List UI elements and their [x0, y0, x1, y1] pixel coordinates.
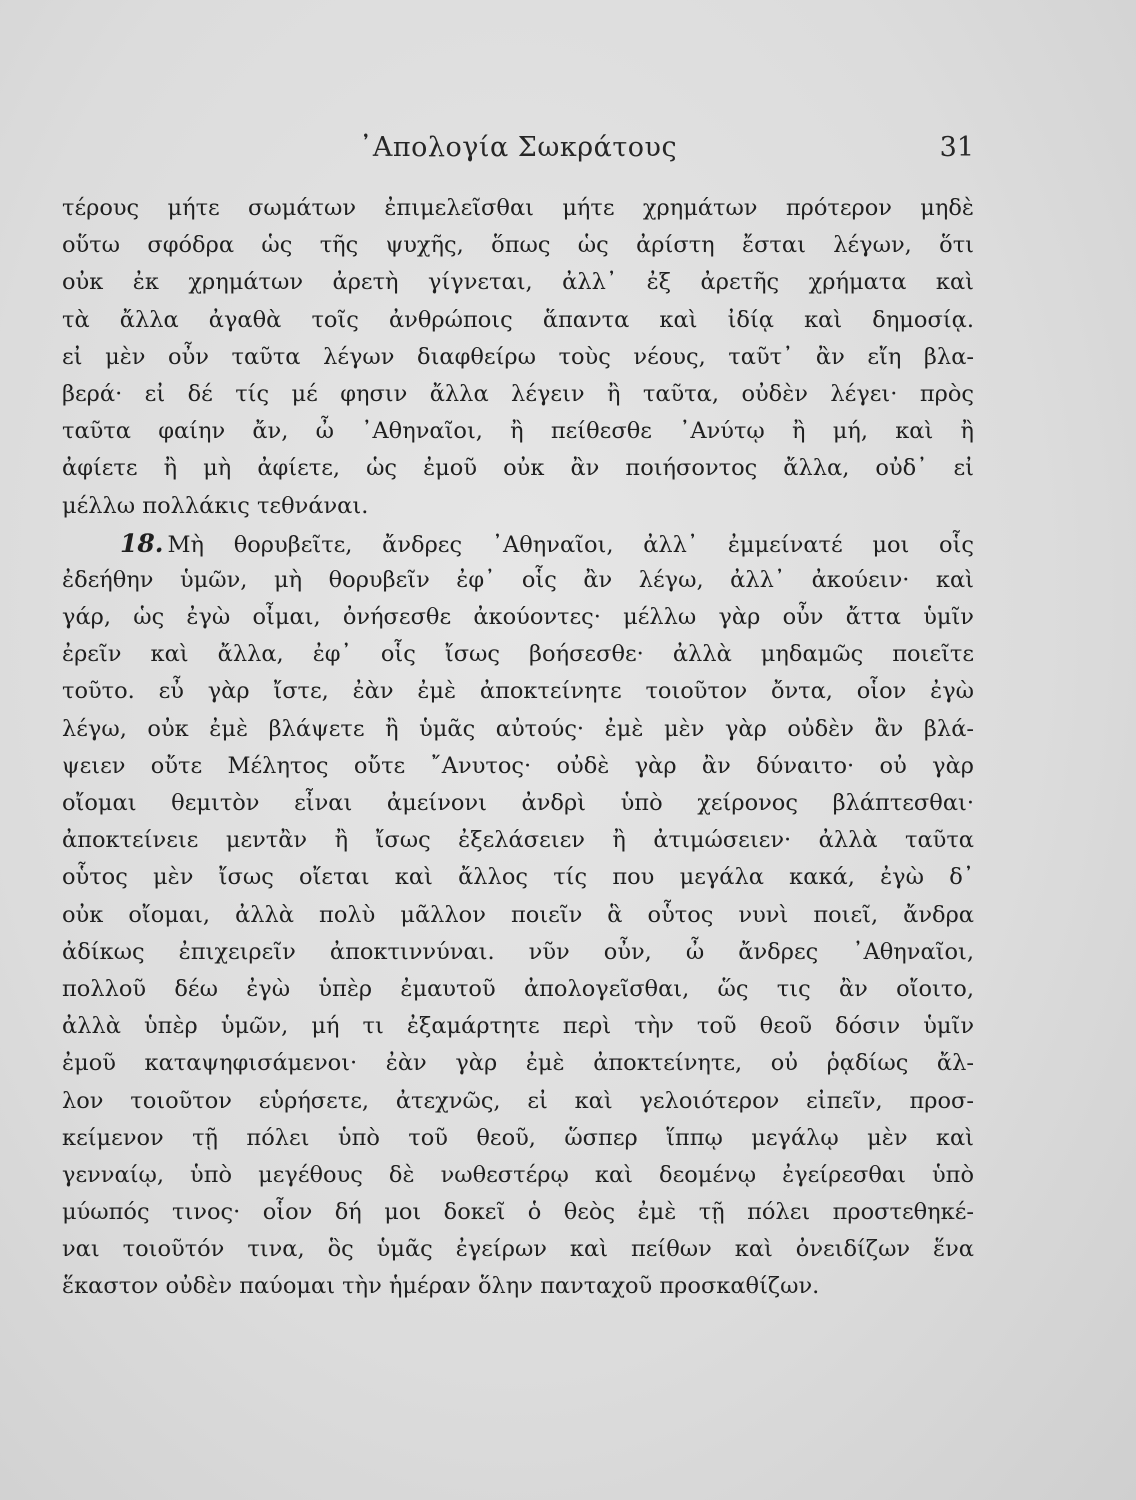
text-line: οὐκ ἐκ χρημάτων ἀρετὴ γίγνεται, ἀλλ᾽ ἐξ ἀρετῆς χρήματα καὶ	[62, 269, 974, 296]
text-line: κείμενον τῇ πόλει ὑπὸ τοῦ θεοῦ, ὥσπερ ἵππῳ μεγάλῳ μὲν καὶ	[62, 1124, 974, 1151]
text-line: βερά· εἰ δέ τίς μέ φησιν ἄλλα λέγειν ἢ ταῦτα, οὐδὲν λέγει· πρὸς	[62, 380, 974, 407]
page-number: 31	[939, 132, 974, 163]
text-line: οὗτος μὲν ἴσως οἴεται καὶ ἄλλος τίς που μεγάλα κακά, ἐγὼ δ᾽	[62, 864, 974, 891]
text-line: τοῦτο. εὖ γὰρ ἴστε, ἐὰν ἐμὲ ἀποκτείνητε τοιοῦτον ὄντα, οἷον ἐγὼ	[62, 678, 974, 705]
text-line: ψειεν οὔτε Μέλητος οὔτε ῎Ανυτος· οὐδὲ γὰρ ἂν δύναιτο· οὐ γὰρ	[62, 752, 974, 779]
text-line: ἐρεῖν καὶ ἄλλα, ἐφ᾽ οἷς ἴσως βοήσεσθε· ἀλλὰ μηδαμῶς ποιεῖτε	[62, 641, 974, 668]
text-line: οὐκ οἴομαι, ἀλλὰ πολὺ μᾶλλον ποιεῖν ἃ οὗτος νυνὶ ποιεῖ, ἄνδρα	[62, 901, 974, 928]
body-text	[62, 190, 974, 1306]
running-title: ᾿Απολογία Σωκράτους	[358, 132, 678, 163]
text-line: πολλοῦ δέω ἐγὼ ὑπὲρ ἐμαυτοῦ ἀπολογεῖσθαι, ὥς τις ἂν οἴοιτο,	[62, 975, 974, 1002]
text-line: γενναίῳ, ὑπὸ μεγέθους δὲ νωθεστέρῳ καὶ δεομένῳ ἐγείρεσθαι ὑπὸ	[62, 1161, 974, 1188]
text-line: μέλλω πολλάκις τεθνάναι.	[62, 492, 369, 519]
page-header	[62, 132, 974, 172]
text-line: ἀφίετε ἢ μὴ ἀφίετε, ὡς ἐμοῦ οὐκ ἂν ποιήσοντος ἄλλα, οὐδ᾽ εἰ	[62, 455, 974, 482]
text-line: ταῦτα φαίην ἄν, ὦ ᾽Αθηναῖοι, ἢ πείθεσθε ᾽Ανύτῳ ἢ μή, καὶ ἢ	[62, 418, 974, 445]
text-line: τέρους μήτε σωμάτων ἐπιμελεῖσθαι μήτε χρημάτων πρότερον μηδὲ	[62, 195, 974, 221]
section-first-line	[62, 525, 974, 562]
text-line: ἀποκτείνειε μεντἂν ἢ ἴσως ἐξελάσειεν ἢ ἀτιμώσειεν· ἀλλὰ ταῦτα	[62, 827, 974, 854]
text-line: Μὴ θορυβεῖτε, ἄνδρες ᾽Αθηναῖοι, ἀλλ᾽ ἐμμείνατέ μοι οἷς	[167, 531, 974, 558]
text-line: μύωπός τινος· οἷον δή μοι δοκεῖ ὁ θεὸς ἐμὲ τῇ πόλει προστεθηκέ-	[62, 1199, 974, 1226]
text-line: λέγω, οὐκ ἐμὲ βλάψετε ἢ ὑμᾶς αὐτούς· ἐμὲ μὲν γὰρ οὐδὲν ἂν βλά-	[62, 715, 974, 742]
text-line: εἰ μὲν οὖν ταῦτα λέγων διαφθείρω τοὺς νέους, ταῦτ᾽ ἂν εἴη βλα-	[62, 343, 974, 370]
text-line: ἕκαστον οὐδὲν παύομαι τὴν ἡμέραν ὅλην πανταχοῦ προσκαθίζων.	[62, 1273, 820, 1300]
text-line: ἀδίκως ἐπιχειρεῖν ἀποκτιννύναι. νῦν οὖν, ὦ ἄνδρες ᾽Αθηναῖοι,	[62, 938, 974, 965]
text-line: οὕτω σφόδρα ὡς τῆς ψυχῆς, ὅπως ὡς ἀρίστη ἔσται λέγων, ὅτι	[62, 232, 974, 259]
text-line: λον τοιοῦτον εὑρήσετε, ἀτεχνῶς, εἰ καὶ γελοιότερον εἰπεῖν, προσ-	[62, 1087, 974, 1114]
text-line: γάρ, ὡς ἐγὼ οἶμαι, ὀνήσεσθε ἀκούοντες· μέλλω γὰρ οὖν ἄττα ὑμῖν	[62, 604, 974, 631]
text-line: ναι τοιοῦτόν τινα, ὃς ὑμᾶς ἐγείρων καὶ πείθων καὶ ὀνειδίζων ἕνα	[62, 1236, 974, 1263]
text-line: ἀλλὰ ὑπὲρ ὑμῶν, μή τι ἐξαμάρτητε περὶ τὴν τοῦ θεοῦ δόσιν ὑμῖν	[62, 1013, 974, 1040]
section-number: 18.	[120, 528, 164, 558]
text-line: ἐδεήθην ὑμῶν, μὴ θορυβεῖν ἐφ᾽ οἷς ἂν λέγω, ἀλλ᾽ ἀκούειν· καὶ	[62, 566, 974, 593]
text-line: ἐμοῦ καταψηφισάμενοι· ἐὰν γὰρ ἐμὲ ἀποκτείνητε, οὐ ῥᾳδίως ἄλ-	[62, 1050, 974, 1077]
text-line: τὰ ἄλλα ἀγαθὰ τοῖς ἀνθρώποις ἅπαντα καὶ ἰδίᾳ καὶ δημοσίᾳ.	[62, 306, 974, 333]
text-line: οἴομαι θεμιτὸν εἶναι ἀμείνονι ἀνδρὶ ὑπὸ χείρονος βλάπτεσθαι·	[62, 790, 974, 816]
